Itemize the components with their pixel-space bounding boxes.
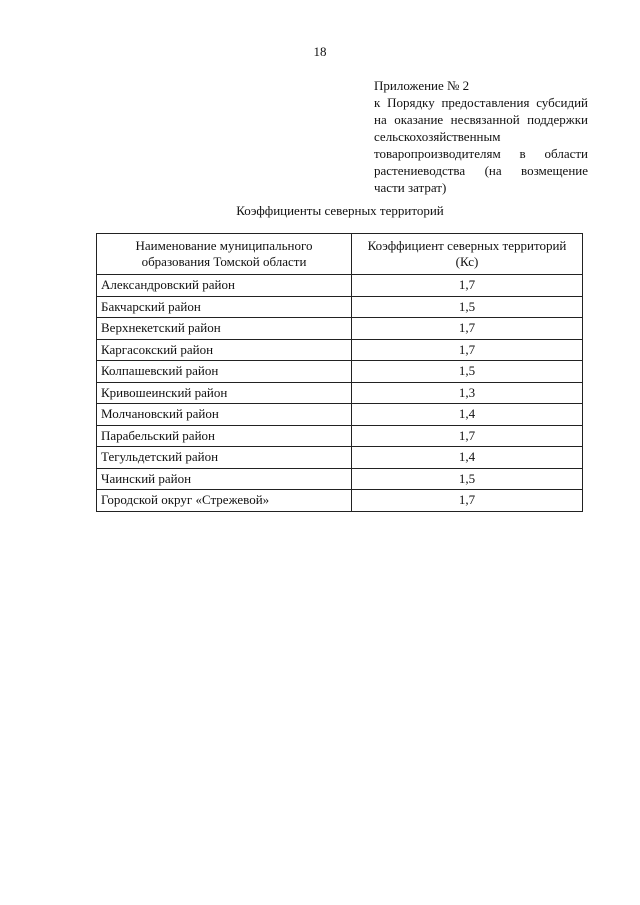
municipality-cell: Каргасокский район (97, 339, 352, 361)
coefficient-cell: 1,7 (352, 490, 583, 512)
coefficient-cell: 1,5 (352, 296, 583, 318)
appendix-body: к Порядку предоставления субсидий на оказание несвязанной поддержки сельскохозяйственным товаропроизводителям в области растениеводства (на возмещение части затрат) (374, 95, 588, 195)
municipality-cell: Городской округ «Стрежевой» (97, 490, 352, 512)
municipality-cell: Колпашевский район (97, 361, 352, 383)
municipality-cell: Тегульдетский район (97, 447, 352, 469)
appendix-note (374, 77, 588, 196)
column-header-coefficient: Коэффициент северных территорий (Кс) (352, 234, 583, 275)
municipality-cell: Парабельский район (97, 425, 352, 447)
table-row (97, 318, 583, 340)
municipality-cell: Молчановский район (97, 404, 352, 426)
coefficient-cell: 1,5 (352, 468, 583, 490)
column-header-municipality: Наименование муниципального образования Томской области (97, 234, 352, 275)
municipality-cell: Кривошеинский район (97, 382, 352, 404)
coefficients-table (96, 233, 583, 512)
table-row (97, 339, 583, 361)
municipality-cell: Чаинский район (97, 468, 352, 490)
coefficient-cell: 1,7 (352, 275, 583, 297)
coefficient-cell: 1,7 (352, 425, 583, 447)
table-row (97, 404, 583, 426)
coefficient-cell: 1,4 (352, 404, 583, 426)
municipality-cell: Бакчарский район (97, 296, 352, 318)
table-row (97, 361, 583, 383)
table-row (97, 490, 583, 512)
table-row (97, 425, 583, 447)
municipality-cell: Александровский район (97, 275, 352, 297)
coefficient-cell: 1,5 (352, 361, 583, 383)
table-row (97, 382, 583, 404)
table-row (97, 447, 583, 469)
page-number: 18 (313, 44, 327, 59)
coefficient-cell: 1,7 (352, 339, 583, 361)
coefficient-cell: 1,4 (352, 447, 583, 469)
coefficient-cell: 1,3 (352, 382, 583, 404)
table-row (97, 296, 583, 318)
table-row (97, 275, 583, 297)
municipality-cell: Верхнекетский район (97, 318, 352, 340)
coefficient-cell: 1,7 (352, 318, 583, 340)
table-header-row (97, 234, 583, 275)
appendix-title: Приложение № 2 (374, 78, 470, 93)
document-heading: Коэффициенты северных территорий (236, 203, 444, 218)
table-row (97, 468, 583, 490)
